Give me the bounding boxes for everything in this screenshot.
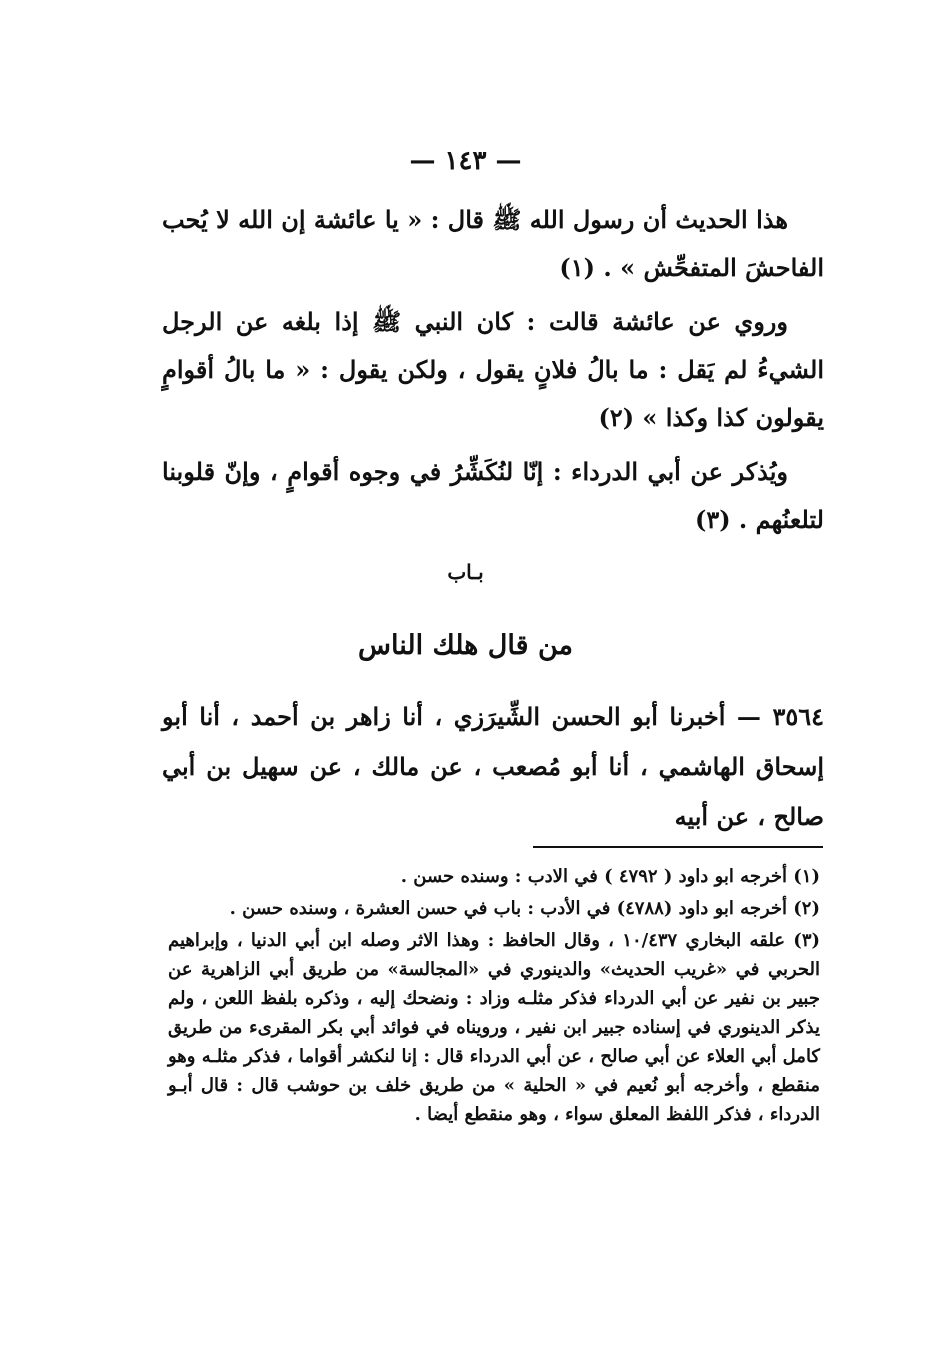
footnotes <box>168 862 820 1132</box>
footnote-divider <box>533 846 823 848</box>
paragraph-hadith-aisha: هذا الحديث أن رسول الله ﷺ قال : « يا عائشة إن الله لا يُحب الفاحشَ المتفحِّش » . (١) <box>161 205 824 282</box>
main-text <box>162 196 824 550</box>
footnote-3: (٣) علقه البخاري ١٠/٤٣٧ ، وقال الحافظ : وهذا الاثر وصله ابن أبي الدنيا ، وإبراهيم الحربي في «غريب الحديث» والدينوري في «المجالسة» من طريق أبي الزاهرية عن جبير بن نفير عن أبي الدرداء فذكر مثلـه وزاد : ونضحك إليه ، وذكره بلفظ اللعن ، ولم يذكر الدينوري في إسناده جبير ابن نفير ، ورويناه في فوائد أبي بكر المقرىء من طريق كامل أبي العلاء عن أبي صالح ، عن أبي الدرداء قال : إنا لنكشر أقواما ، فذكر مثلـه وهو منقطع ، وأخرجه أبو نُعيم في « الحلية » من طريق خلف بن حوشب قال : قال أبـو الدرداء ، فذكر اللفظ المعلق سواء ، وهو منقطع أيضا . <box>168 930 821 1125</box>
hadith-text: ٣٥٦٤ — أخبرنا أبو الحسن الشِّيرَزي ، أنا زاهر بن أحمد ، أنا أبو إسحاق الهاشمي ، أنا أبو مُصعب ، عن مالك ، عن سهيل بن أبي صالح ، عن أبيه <box>162 702 824 831</box>
section-label: بـاب <box>447 560 484 584</box>
section-heading: من قال هلك الناس <box>358 630 573 661</box>
paragraph-abu-darda: ويُذكر عن أبي الدرداء : إنّا لنُكَشِّرُ في وجوه أقوامٍ ، وإنّ قلوبنا لتلعنُهم . (٣) <box>162 457 824 534</box>
paragraph-aisha-narration: وروي عن عائشة قالت : كان النبي ﷺ إذا بلغه عن الرجل الشيءُ لم يَقل : ما بالُ فلانٍ يقول ، ولكن يقول : « ما بالُ أقوامٍ يقولون كذا وكذا » (٢) <box>162 307 824 432</box>
page-number: — ١٤٣ — <box>409 146 522 176</box>
footnote-2: (٢) أخرجه ابو داود (٤٧٨٨) في الأدب : باب في حسن العشرة ، وسنده حسن . <box>229 898 820 919</box>
footnote-1: (١) أخرجه ابو داود ( ٤٧٩٢ ) في الادب : وسنده حسن . <box>400 866 820 887</box>
